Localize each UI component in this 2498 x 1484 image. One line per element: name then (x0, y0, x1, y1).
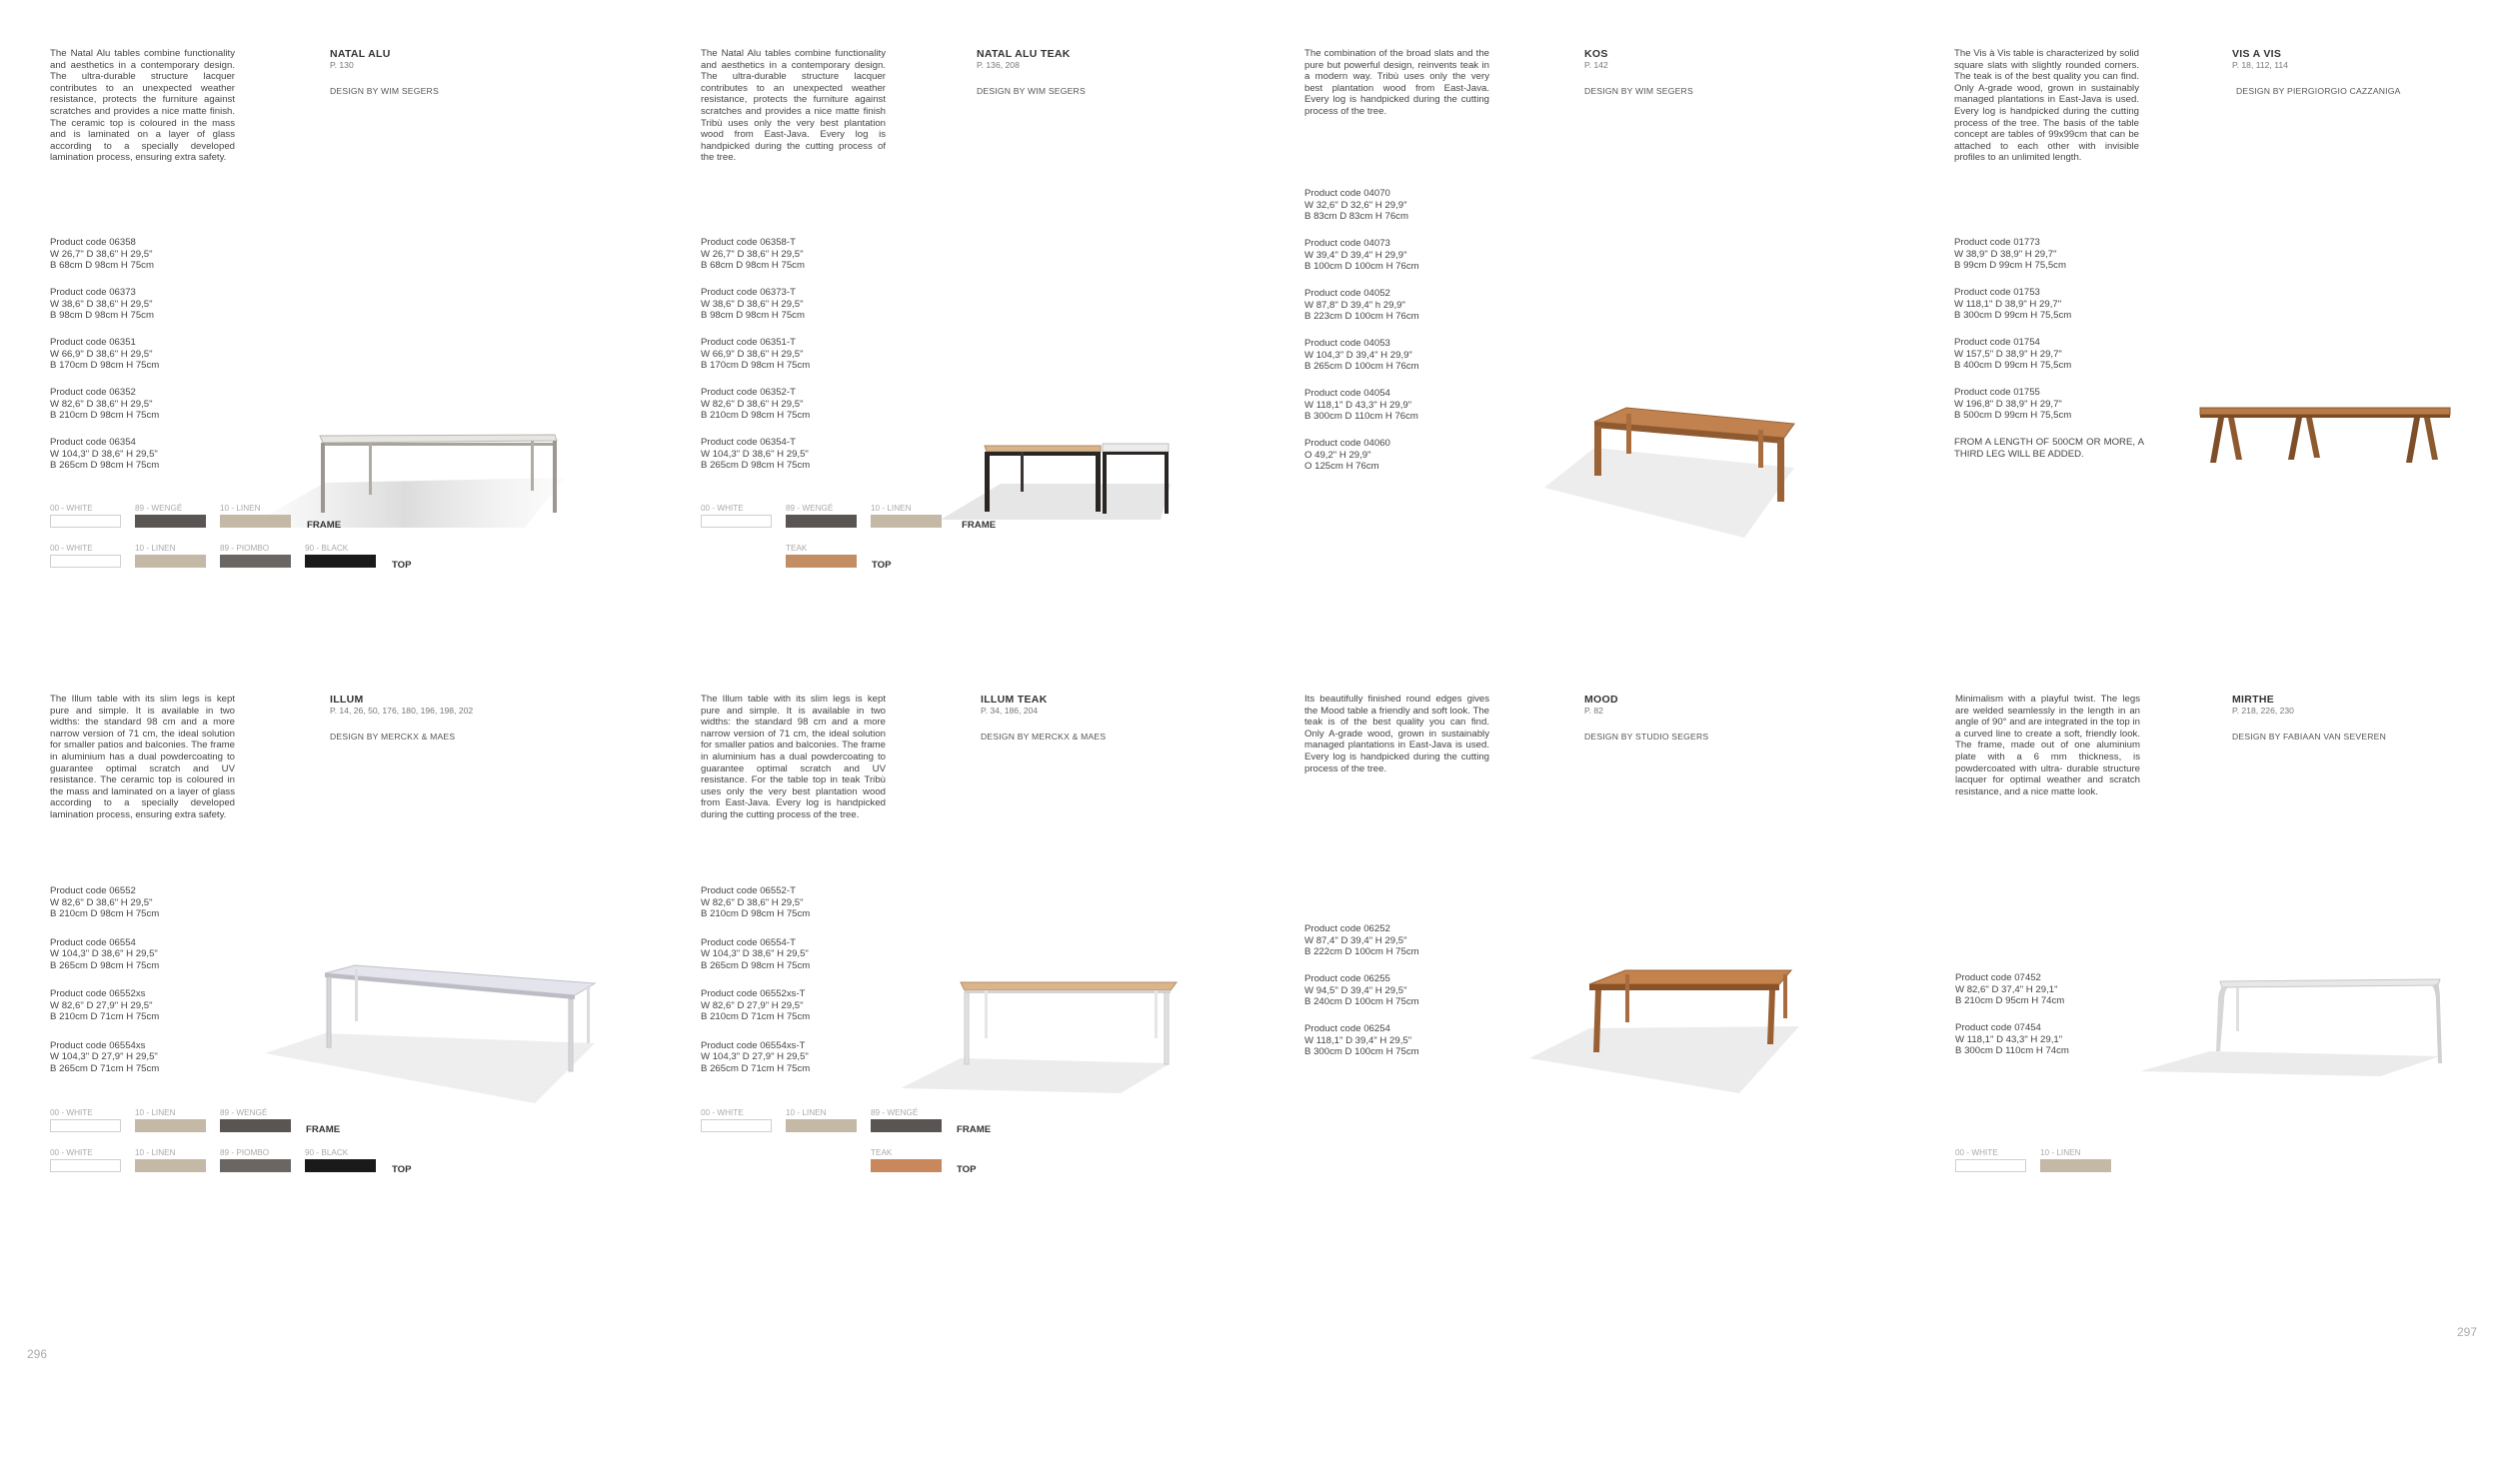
product-code-item: Product code 01773 W 38,9" D 38,9" H 29,7" B 99cm D 99cm H 75,5cm (1954, 237, 2066, 271)
product-panel-illum-teak (701, 694, 1340, 1313)
frame-label: FRAME (962, 520, 997, 531)
top-label: TOP (392, 1164, 412, 1175)
product-description: The Vis à Vis table is characterized by solid square slats with slightly rounded corners. The teak is of the best quality you can find. Only A-grade wood, grown in sustainably managed plantations in East-Java is used. Every log is handpicked during the cutting process of the tree. The basis of the table concept are tables of 99x99cm that can be attached to each other with invisible profiles to an unlimited length. (1954, 48, 2139, 164)
product-title: MOOD (1584, 694, 1618, 706)
color-swatch: 10 - LINEN (135, 1107, 207, 1132)
product-panel-vis-a-vis (1954, 48, 2498, 668)
page-number-right: 297 (2457, 1325, 2478, 1339)
product-header (2232, 48, 2498, 96)
product-code-item: Product code 06554 W 104,3" D 38,6" H 29,5" B 265cm D 98cm H 75cm (50, 936, 160, 971)
designer-credit: DESIGN BY MERCKX & MAES (981, 732, 1107, 742)
color-swatch: 90 - BLACK (305, 543, 377, 568)
product-panel-mirthe (1955, 694, 2498, 1313)
top-swatch-row (50, 1147, 650, 1177)
product-code-list (1955, 972, 2155, 1072)
product-title: NATAL ALU TEAK (977, 48, 1071, 60)
color-swatch: 90 - BLACK (305, 1147, 377, 1172)
product-code-item: Product code 06351 W 66,9" D 38,6" H 29,5" B 170cm D 98cm H 75cm (50, 337, 160, 371)
product-title: MIRTHE (2232, 694, 2275, 706)
product-code-item: Product code 01755 W 196,8" D 38,9" H 29,7" B 500cm D 99cm H 75,5cm (1954, 387, 2072, 421)
product-code-item: Product code 06554xs W 104,3" D 27,9" H 29,5" B 265cm D 71cm H 75cm (50, 1039, 160, 1074)
color-swatch: 89 - PIOMBO (220, 1147, 292, 1172)
product-code-item: Product code 06352 W 82,6" D 38,6" H 29,5" B 210cm D 98cm H 75cm (50, 387, 160, 421)
designer-credit: DESIGN BY PIERGIORGIO CAZZANIGA (2236, 86, 2401, 96)
product-code-item: Product code 06354-T W 104,3" D 38,6" H 29,5" B 265cm D 98cm H 75cm (701, 437, 811, 471)
table-image (265, 953, 605, 1113)
product-code-item: Product code 04060 O 49,2" H 29,9" O 125cm H 76cm (1304, 438, 1390, 472)
frame-swatch-row (50, 503, 650, 533)
product-code-list (701, 237, 901, 487)
product-description: The Natal Alu tables combine functionality and aesthetics in a contemporary design. The ultra-durable structure lacquer contributes to an unexpected weather resistance, protects the furniture against scratches and provides a nice matte finish Tribù uses only the very best plantation wood from East-Java. Every log is handpicked during the cutting process of the tree. (701, 48, 886, 164)
color-swatch: 10 - LINEN (135, 543, 207, 568)
product-code-item: Product code 01754 W 157,5" D 38,9" H 29,7" B 400cm D 99cm H 75,5cm (1954, 337, 2072, 371)
product-description: The Illum table with its slim legs is kept pure and simple. It is available in two widths: the standard 98 cm and a more narrow version of 71 cm, the ideal solution for smaller patios and balconies. The frame in aluminium has a dual powdercoating to guarantee optimal scratch and UV resistance. The ceramic top is coloured in the mass and laminated on a layer of glass according to a specially developed lamination process, ensuring extra safety. (50, 694, 235, 820)
color-swatch: TEAK (871, 1147, 943, 1172)
color-swatch: 00 - WHITE (50, 1147, 122, 1172)
product-code-list (50, 237, 250, 487)
product-code-item: Product code 07454 W 118,1" D 43,3" H 29,1" B 300cm D 110cm H 74cm (1955, 1022, 2069, 1056)
product-code-item: Product code 04073 W 39,4" D 39,4" H 29,9" B 100cm D 100cm H 76cm (1304, 238, 1419, 272)
frame-swatch-row (1955, 1147, 2498, 1177)
designer-credit: DESIGN BY MERCKX & MAES (330, 732, 456, 742)
color-swatch: 89 - WENGÉ (786, 503, 858, 528)
product-code-list (1304, 188, 1504, 488)
color-swatch: 89 - WENGÉ (220, 1107, 292, 1132)
product-code-item: Product code 06373 W 38,6" D 38,6" H 29,5" B 98cm D 98cm H 75cm (50, 287, 154, 321)
frame-label: FRAME (306, 1124, 341, 1135)
color-swatch: 89 - PIOMBO (220, 543, 292, 568)
product-title: ILLUM (330, 694, 364, 706)
designer-credit: DESIGN BY FABIAAN VAN SEVEREN (2232, 732, 2387, 742)
product-code-item: Product code 01753 W 118,1" D 38,9" H 29,7" B 300cm D 99cm H 75,5cm (1954, 287, 2072, 321)
color-swatch: 00 - WHITE (50, 503, 122, 528)
product-code-item: Product code 06552 W 82,6" D 38,6" H 29,5" B 210cm D 98cm H 75cm (50, 885, 160, 919)
color-swatch: 00 - WHITE (50, 543, 122, 568)
designer-credit: DESIGN BY STUDIO SEGERS (1584, 732, 1709, 742)
product-panel-natal-alu-teak (701, 48, 1340, 668)
page-reference: P. 18, 112, 114 (2232, 60, 2288, 70)
table-image (901, 968, 1181, 1098)
color-swatch: 10 - LINEN (786, 1107, 858, 1132)
top-swatch-row (701, 543, 1300, 573)
product-code-item: Product code 04053 W 104,3" D 39,4" H 29,9" B 265cm D 100cm H 76cm (1304, 338, 1419, 372)
product-code-item: Product code 06358 W 26,7" D 38,6" H 29,5" B 68cm D 98cm H 75cm (50, 237, 154, 271)
top-label: TOP (392, 560, 412, 571)
color-swatch: 00 - WHITE (1955, 1147, 2027, 1172)
page-reference: P. 136, 208 (977, 60, 1020, 70)
product-code-item: Product code 04054 W 118,1" D 43,3" H 29,9" B 300cm D 110cm H 76cm (1304, 388, 1418, 422)
color-swatch: 89 - WENGÉ (135, 503, 207, 528)
product-code-item: Product code 06255 W 94,5" D 39,4" H 29,5" B 240cm D 100cm H 75cm (1304, 973, 1419, 1007)
product-description: The combination of the broad slats and the pure but powerful design, reinvents teak in a modern way. Tribù uses only the very best plantation wood from East-Java. Every log is handpicked during the cutting process of the tree. (1304, 48, 1489, 117)
product-code-item: Product code 06354 W 104,3" D 38,6" H 29,5" B 265cm D 98cm H 75cm (50, 437, 160, 471)
frame-label: FRAME (307, 520, 342, 531)
product-code-item: Product code 06554xs-T W 104,3" D 27,9" H 29,5" B 265cm D 71cm H 75cm (701, 1039, 811, 1074)
product-header (1584, 694, 1884, 742)
product-header (2232, 694, 2498, 742)
frame-swatch-row (701, 503, 1300, 533)
product-title: VIS A VIS (2232, 48, 2282, 60)
product-title: ILLUM TEAK (981, 694, 1048, 706)
color-swatch: 00 - WHITE (50, 1107, 122, 1132)
page-reference: P. 14, 26, 50, 176, 180, 196, 198, 202 (330, 706, 474, 716)
product-description: The Natal Alu tables combine functionality and aesthetics in a contemporary design. The ultra-durable structure lacquer contributes to an unexpected weather resistance, protects the furniture against scratches and provides a nice matte finish. The ceramic top is coloured in the mass and is laminated on a layer of glass according to a specially developed lamination process, ensuring extra safety. (50, 48, 235, 164)
page-reference: P. 82 (1584, 706, 1603, 716)
frame-swatch-row (50, 1107, 650, 1137)
product-code-list (1304, 923, 1504, 1073)
table-image (1534, 358, 1824, 548)
color-swatch: 00 - WHITE (701, 1107, 773, 1132)
product-description: Its beautifully finished round edges gives the Mood table a friendly and soft look. The teak is of the best quality you can find. Only A-grade wood, grown in sustainably managed plantations in East-Java is used. Every log is handpicked during the cutting process of the tree. (1304, 694, 1489, 774)
product-panel-mood (1304, 694, 1944, 1313)
product-note: FROM A LENGTH OF 500CM OR MORE, A THIRD LEG WILL BE ADDED. (1954, 437, 2144, 460)
product-title: KOS (1584, 48, 1608, 60)
product-code-list (1954, 237, 2154, 461)
top-swatch-row (701, 1147, 1300, 1177)
product-header (330, 694, 630, 742)
frame-label: FRAME (957, 1124, 992, 1135)
top-label: TOP (957, 1164, 977, 1175)
product-code-item: Product code 04052 W 87,8" D 39,4" h 29,9" B 223cm D 100cm H 76cm (1304, 288, 1419, 322)
color-swatch: 10 - LINEN (220, 503, 292, 528)
product-code-item: Product code 07452 W 82,6" D 37,4" H 29,1" B 210cm D 95cm H 74cm (1955, 972, 2065, 1006)
table-image (2140, 961, 2450, 1091)
table-image (2194, 388, 2454, 488)
product-code-item: Product code 06358-T W 26,7" D 38,6" H 29,5" B 68cm D 98cm H 75cm (701, 237, 805, 271)
page-number-left: 296 (27, 1347, 48, 1361)
product-code-item: Product code 06373-T W 38,6" D 38,6" H 29,5" B 98cm D 98cm H 75cm (701, 287, 805, 321)
product-code-item: Product code 06552-T W 82,6" D 38,6" H 29,5" B 210cm D 98cm H 75cm (701, 885, 811, 919)
page-reference: P. 34, 186, 204 (981, 706, 1039, 716)
table-image (1529, 948, 1819, 1108)
product-description: Minimalism with a playful twist. The legs are welded seamlessly in the length in an angle of 90° and are integrated in the top in a curved line to create a soft, friendly look. The frame, made out of one aluminium plate with a 6 mm thickness, is powdercoated with ultra- durable structure lacquer for optimal weather and scratch resistance, and a nice matte look. (1955, 694, 2140, 797)
frame-swatch-row (701, 1107, 1300, 1137)
color-swatch: 10 - LINEN (871, 503, 943, 528)
product-header (981, 694, 1280, 742)
color-swatch: 00 - WHITE (701, 503, 773, 528)
product-code-list (50, 885, 250, 1090)
product-code-item: Product code 06552xs W 82,6" D 27,9" H 29,5" B 210cm D 71cm H 75cm (50, 988, 160, 1022)
product-header (1584, 48, 1884, 96)
page-reference: P. 142 (1584, 60, 1608, 70)
product-code-item: Product code 06351-T W 66,9" D 38,6" H 29,5" B 170cm D 98cm H 75cm (701, 337, 811, 371)
designer-credit: DESIGN BY WIM SEGERS (1584, 86, 1693, 96)
color-swatch: 89 - WENGÉ (871, 1107, 943, 1132)
designer-credit: DESIGN BY WIM SEGERS (330, 86, 439, 96)
product-code-item: Product code 06554-T W 104,3" D 38,6" H 29,5" B 265cm D 98cm H 75cm (701, 936, 811, 971)
top-label: TOP (872, 560, 892, 571)
color-swatch: 10 - LINEN (135, 1147, 207, 1172)
product-header (330, 48, 630, 96)
designer-credit: DESIGN BY WIM SEGERS (977, 86, 1086, 96)
product-panel-natal-alu (50, 48, 690, 668)
product-panel-illum (50, 694, 690, 1313)
product-panel-kos (1304, 48, 1944, 668)
product-code-list (701, 885, 901, 1090)
product-code-item: Product code 04070 W 32,6" D 32,6" H 29,9" B 83cm D 83cm H 76cm (1304, 188, 1408, 222)
product-code-item: Product code 06254 W 118,1" D 39,4" H 29,5" B 300cm D 100cm H 75cm (1304, 1023, 1419, 1057)
page-reference: P. 218, 226, 230 (2232, 706, 2294, 716)
page-reference: P. 130 (330, 60, 354, 70)
color-swatch: TEAK (786, 543, 858, 568)
product-code-item: Product code 06352-T W 82,6" D 38,6" H 29,5" B 210cm D 98cm H 75cm (701, 387, 811, 421)
color-swatch: 10 - LINEN (2040, 1147, 2112, 1172)
product-title: NATAL ALU (330, 48, 391, 60)
product-header (977, 48, 1276, 96)
product-code-item: Product code 06252 W 87,4" D 39,4" H 29,5" B 222cm D 100cm H 75cm (1304, 923, 1419, 957)
top-swatch-row (50, 543, 650, 573)
product-code-item: Product code 06552xs-T W 82,6" D 27,9" H 29,5" B 210cm D 71cm H 75cm (701, 988, 811, 1022)
product-description: The Illum table with its slim legs is kept pure and simple. It is available in two widths: the standard 98 cm and a more narrow version of 71 cm, the ideal solution for smaller patios and balconies. The frame in aluminium has a dual powdercoating to guarantee optimal scratch and UV resistance. For the table top in teak Tribù uses only the very best plantation wood from East-Java. Every log is handpicked during the cutting process of the tree. (701, 694, 886, 820)
